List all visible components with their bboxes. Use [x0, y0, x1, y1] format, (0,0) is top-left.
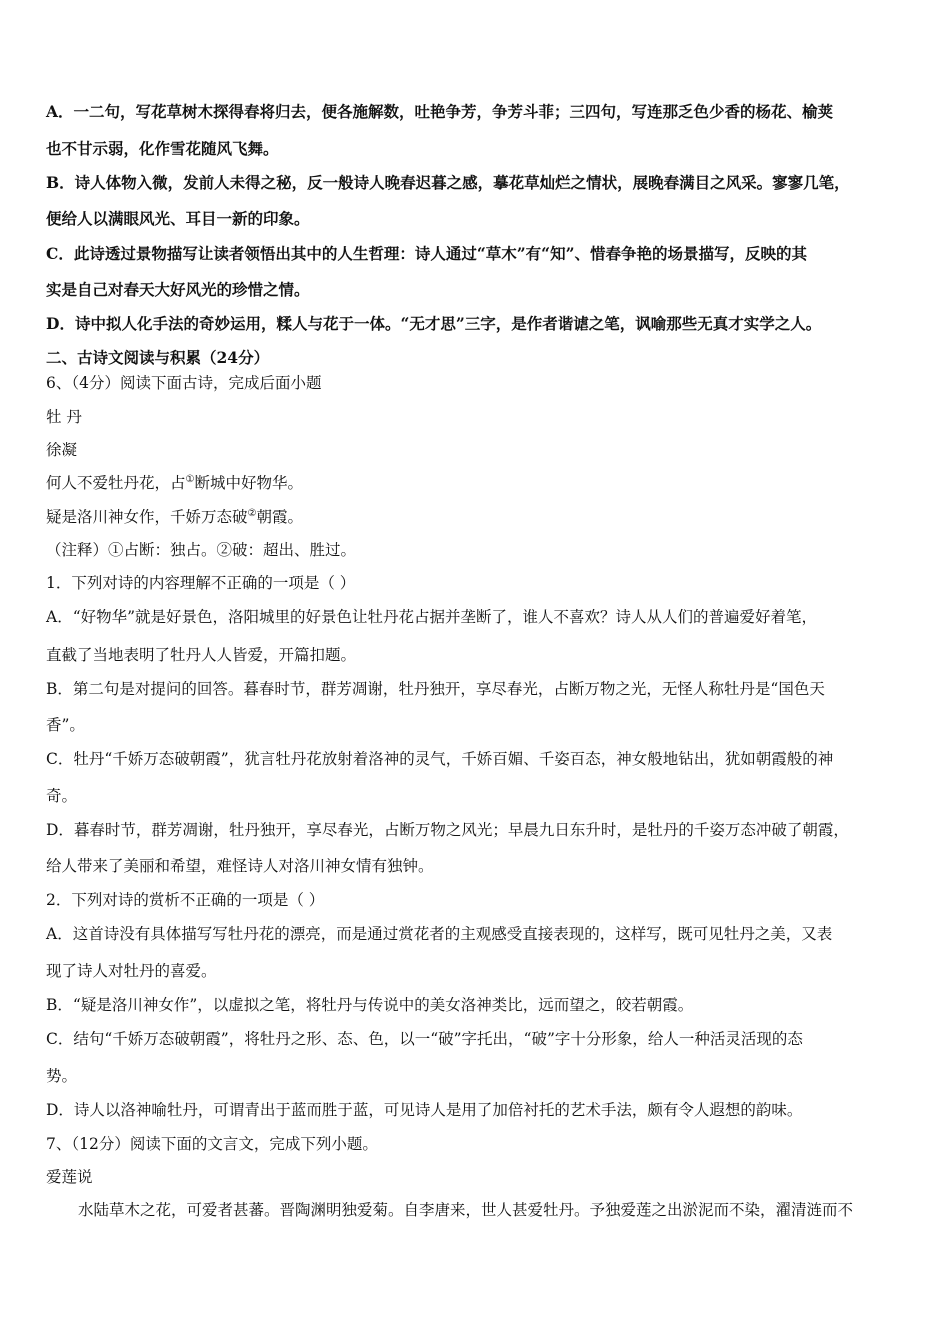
poem-line-2-text-a: 疑是洛川神女作，千娇万态破: [46, 508, 248, 526]
q5-option-a-line2: 也不甘示弱，化作雪花随风飞舞。: [46, 139, 279, 158]
q7-intro: 7、（12分）阅读下面的文言文，完成下列小题。: [46, 1135, 378, 1153]
essay-paragraph-line1: 水陆草木之花，可爱者甚蕃。晋陶渊明独爱菊。自李唐来，世人甚爱牡丹。予独爱莲之出淤泥而不染，濯清涟而不: [78, 1201, 854, 1219]
poem-line-1: [46, 473, 906, 493]
q1-option-a-line1: A．“好物华”就是好景色，洛阳城里的好景色让牡丹花占据并垄断了，谁人不喜欢？诗人从人们的普遍爱好着笔，: [46, 608, 818, 626]
q5-option-b-line2: 便给人以满眼风光、耳目一新的印象。: [46, 209, 310, 228]
q1-stem: 1．下列对诗的内容理解不正确的一项是（ ）: [46, 574, 356, 592]
q1-option-b-line1: B．第二句是对提问的回答。暮春时节，群芳凋谢，牡丹独开，享尽春光，占断万物之光，无怪人称牡丹是“国色天: [46, 680, 825, 698]
q2-option-b-line1: B．“疑是洛川神女作”，以虚拟之笔，将牡丹与传说中的美女洛神类比，远而望之，皎若朝霞。: [46, 996, 694, 1014]
poem-line-1-text-b: 断城中好物华。: [194, 474, 303, 492]
q5-option-d-line1: D．诗中拟人化手法的奇妙运用，糅人与花于一体。“无才思”三字，是作者谐谑之笔，讽喻那些无真才实学之人。: [46, 314, 822, 333]
q2-option-c-line1: C．结句“千娇万态破朝霞”，将牡丹之形、态、色，以一“破”字托出，“破”字十分形象，给人一种活灵活现的态: [46, 1030, 803, 1048]
poem-line-1-text-a: 何人不爱牡丹花，占: [46, 474, 186, 492]
poem-note: （注释）①占断：独占。②破：超出、胜过。: [46, 541, 357, 559]
q1-option-b-line2: 香”。: [46, 716, 85, 734]
footnote-marker-1: ①: [185, 473, 195, 485]
essay-title: 爱莲说: [46, 1168, 93, 1186]
section-heading: 二、古诗文阅读与积累（24分）: [46, 348, 270, 367]
q2-stem: 2．下列对诗的赏析不正确的一项是（ ）: [46, 891, 325, 909]
q2-option-c-line2: 势。: [46, 1067, 78, 1085]
poem-line-2: [46, 507, 906, 527]
q1-option-d-line1: D．暮春时节，群芳凋谢，牡丹独开，享尽春光，占断万物之风光；早晨九日东升时，是牡丹的千姿万态冲破了朝霞，: [46, 821, 849, 839]
q6-intro: 6、（4分）阅读下面古诗，完成后面小题: [46, 374, 322, 392]
poem-line-2-text-b: 朝霞。: [256, 508, 303, 526]
q5-option-b-line1: B．诗人体物入微，发前人未得之秘，反一般诗人晚春迟暮之感，摹花草灿烂之情状，展晚春满目之风采。寥寥几笔，: [46, 173, 850, 192]
q2-option-a-line1: A．这首诗没有具体描写写牡丹花的漂亮，而是通过赏花者的主观感受直接表现的，这样写，既可见牡丹之美，又表: [46, 925, 833, 943]
footnote-marker-2: ②: [247, 507, 257, 519]
q2-option-d-line1: D．诗人以洛神喻牡丹，可谓青出于蓝而胜于蓝，可见诗人是用了加倍衬托的艺术手法，颇有令人遐想的韵味。: [46, 1101, 803, 1119]
q1-option-c-line1: C．牡丹“千娇万态破朝霞”，犹言牡丹花放射着洛神的灵气，千娇百媚、千姿百态，神女般地钻出，犹如朝霞般的神: [46, 750, 834, 768]
poem-title: 牡 丹: [46, 408, 82, 426]
q5-option-c-line2: 实是自己对春天大好风光的珍惜之情。: [46, 280, 310, 299]
q2-option-a-line2: 现了诗人对牡丹的喜爱。: [46, 962, 217, 980]
poem-author: 徐凝: [46, 441, 78, 459]
q5-option-c-line1: C．此诗透过景物描写让读者领悟出其中的人生哲理：诗人通过“草木”有“知”、惜春争艳的场景描写，反映的其: [46, 244, 808, 263]
q1-option-d-line2: 给人带来了美丽和希望，难怪诗人对洛川神女情有独钟。: [46, 857, 434, 875]
q1-option-a-line2: 直截了当地表明了牡丹人人皆爱，开篇扣题。: [46, 646, 357, 664]
q5-option-a-line1: A．一二句，写花草树木探得春将归去，便各施解数，吐艳争芳，争芳斗菲；三四句，写连那乏色少香的杨花、榆荚: [46, 102, 834, 121]
q1-option-c-line2: 奇。: [46, 787, 78, 805]
